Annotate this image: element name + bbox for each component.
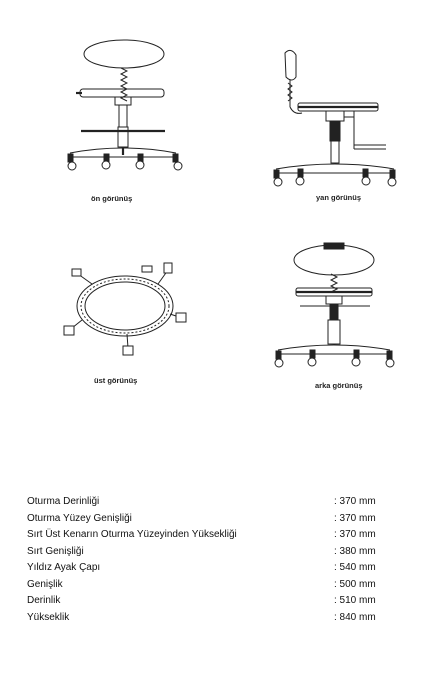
spec-row-star-base-diameter <box>27 560 397 577</box>
spec-label: Sırt Genişliği <box>27 545 84 557</box>
spec-value: : 370 mm <box>334 529 376 540</box>
spec-label: Oturma Derinliği <box>27 496 100 507</box>
spec-row-backrest-width <box>27 544 397 561</box>
back-view-drawing <box>270 236 410 371</box>
spec-value: : 380 mm <box>334 545 376 557</box>
spec-value: : 540 mm <box>334 562 376 573</box>
spec-label: Yükseklik <box>27 611 70 623</box>
spec-label: Genişlik <box>27 578 63 590</box>
spec-row-seat-depth <box>27 494 397 511</box>
spec-value: : 370 mm <box>334 512 376 524</box>
spec-label: Sırt Üst Kenarın Oturma Yüzeyinden Yüksekliği <box>27 529 237 540</box>
spec-label: Yıldız Ayak Çapı <box>27 562 101 573</box>
spec-value: : 840 mm <box>334 611 376 623</box>
top-view-drawing <box>62 258 192 368</box>
front-view-caption: ön görünüş <box>91 194 133 203</box>
back-view-caption: arka görünüş <box>315 381 363 390</box>
spec-row-width <box>27 577 397 594</box>
spec-value: : 510 mm <box>334 595 376 606</box>
spec-label: Derinlik <box>27 595 61 606</box>
top-view-caption: üst görünüş <box>94 376 138 385</box>
spec-row-height <box>27 610 397 627</box>
front-view-drawing <box>60 35 200 175</box>
side-view-caption: yan görünüş <box>316 193 362 202</box>
spec-value: : 370 mm <box>334 496 376 507</box>
side-view-drawing <box>268 45 408 190</box>
spec-row-backrest-height <box>27 527 397 544</box>
spec-value: : 500 mm <box>334 578 376 590</box>
spec-row-seat-width <box>27 511 397 528</box>
spec-row-depth <box>27 593 397 610</box>
spec-label: Oturma Yüzey Genişliği <box>27 512 132 524</box>
specifications-table <box>27 494 397 626</box>
